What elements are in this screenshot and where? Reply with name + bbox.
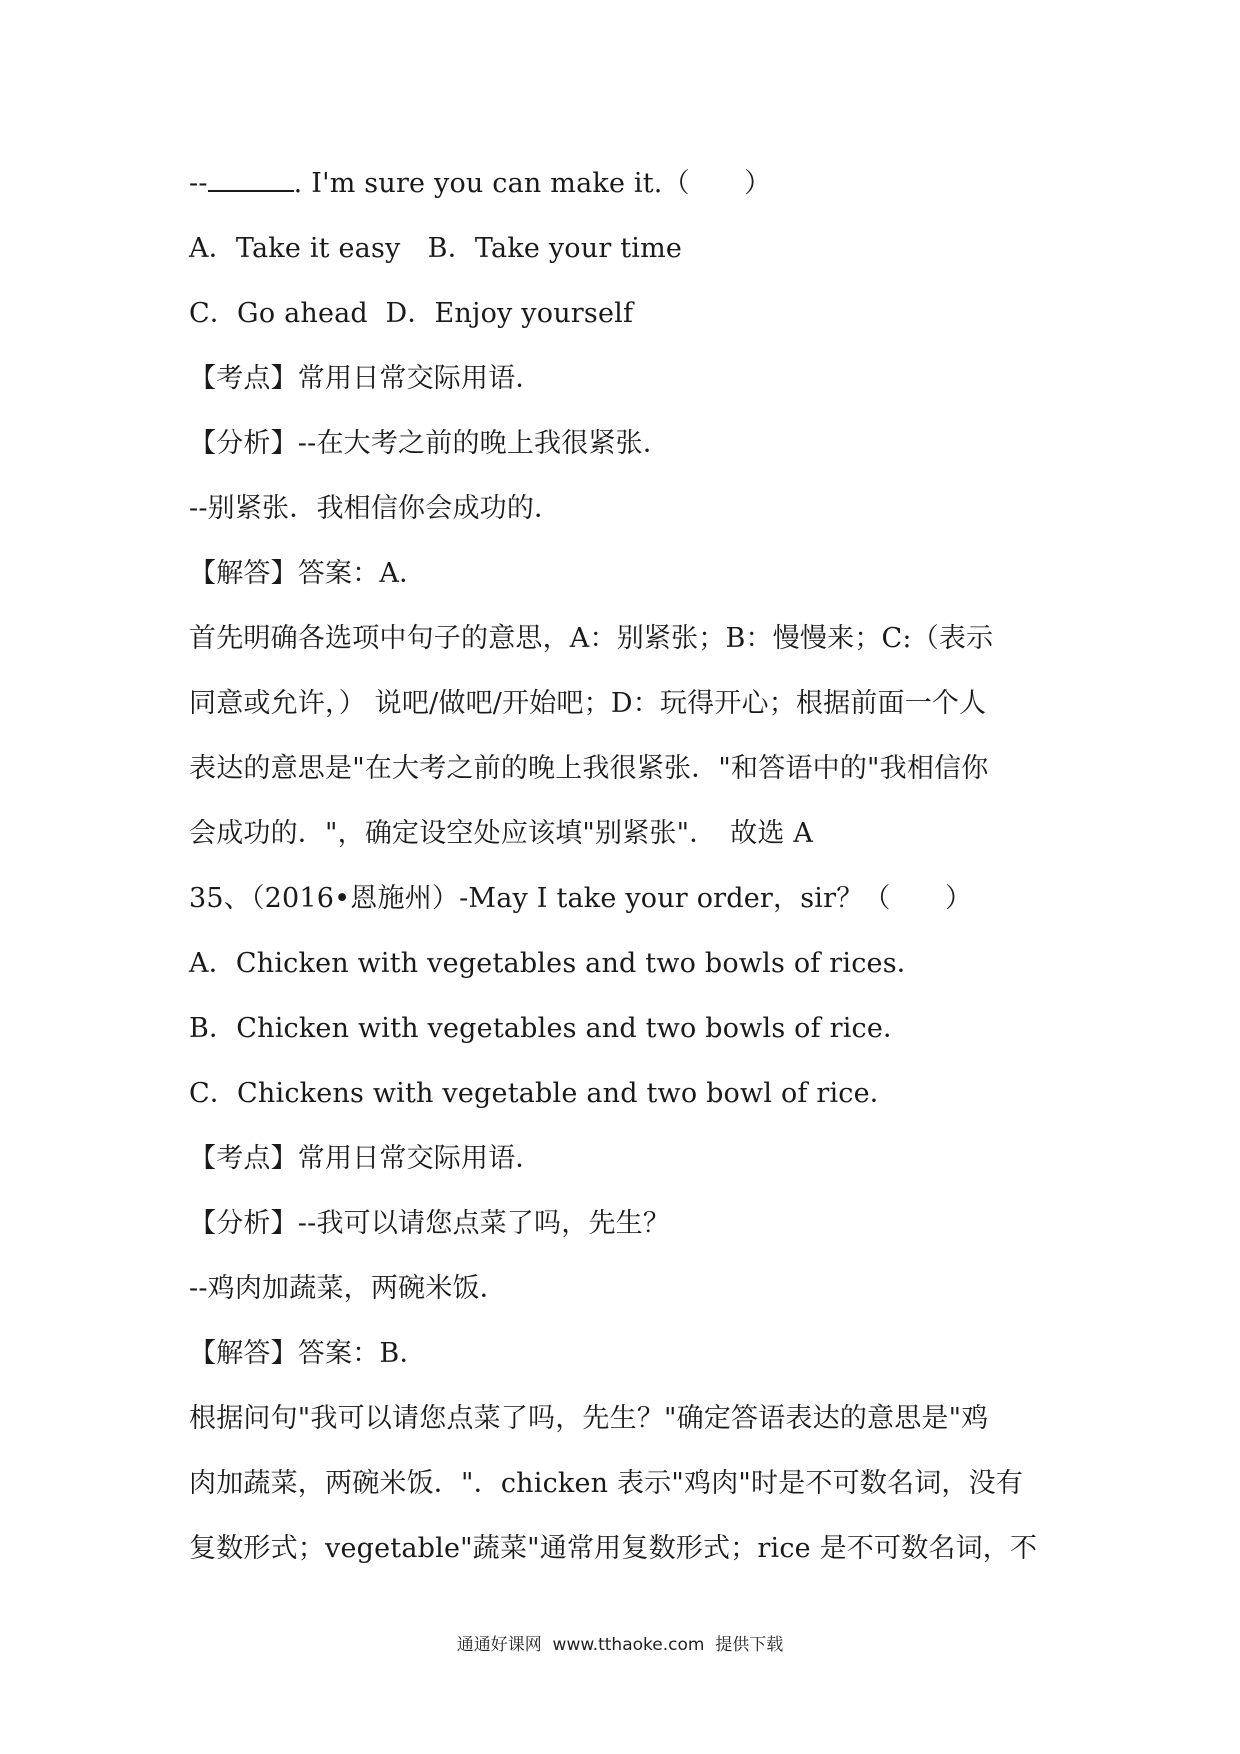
jieda-line: 【解答】答案：A． <box>189 558 427 589</box>
answer-blank <box>208 168 294 192</box>
dialogue-dash: -- <box>189 168 208 199</box>
dialogue-text: . I'm sure you can make it.（ ） <box>293 168 772 199</box>
question-35-line: 35、（2016•恩施州）-May I take your order，sir？（ ） <box>189 883 973 914</box>
fenxi-reply-line: --别紧张．我相信你会成功的． <box>189 493 562 524</box>
explanation-line-3: 表达的意思是"在大考之前的晚上我很紧张．"和答语中的"我相信你 <box>189 753 989 784</box>
explanation-line-1: 首先明确各选项中句子的意思，A：别紧张；B：慢慢来；C:（表示 <box>189 623 994 654</box>
footer-source: 通通好课网 www.tthaoke.com 提供下载 <box>456 1635 784 1655</box>
explanation2-line-2: 肉加蔬菜，两碗米饭．"．chicken 表示"鸡肉"时是不可数名词，没有 <box>189 1468 1024 1499</box>
explanation-line-2: 同意或允许，） 说吧/做吧/开始吧；D：玩得开心；根据前面一个人 <box>189 688 987 719</box>
option-line-cd: C．Go ahead D．Enjoy yourself <box>189 298 634 329</box>
option-b-line: B．Chicken with vegetables and two bowls of rice． <box>189 1013 911 1044</box>
fenxi-line-2: 【分析】--我可以请您点菜了吗，先生？ <box>189 1208 671 1239</box>
kaodian-line: 【考点】常用日常交际用语． <box>189 363 543 394</box>
fenxi-reply-line-2: --鸡肉加蔬菜，两碗米饭． <box>189 1273 507 1304</box>
question-answer-line <box>189 167 1069 201</box>
option-a-line: A．Chicken with vegetables and two bowls of rices． <box>189 948 924 979</box>
option-line-ab: A．Take it easy B．Take your time <box>189 233 683 264</box>
explanation-line-4: 会成功的．"，确定设空处应该填"别紧张"． 故选 A <box>189 818 814 849</box>
option-c-line: C．Chickens with vegetable and two bowl of rice． <box>189 1078 898 1109</box>
jieda-line-2: 【解答】答案：B． <box>189 1338 427 1369</box>
explanation2-line-1: 根据问句"我可以请您点菜了吗，先生？"确定答语表达的意思是"鸡 <box>189 1403 989 1434</box>
explanation2-line-3: 复数形式；vegetable"蔬菜"通常用复数形式；rice 是不可数名词，不 <box>189 1533 1038 1564</box>
kaodian-line-2: 【考点】常用日常交际用语． <box>189 1143 543 1174</box>
fenxi-line: 【分析】--在大考之前的晚上我很紧张． <box>189 428 671 459</box>
